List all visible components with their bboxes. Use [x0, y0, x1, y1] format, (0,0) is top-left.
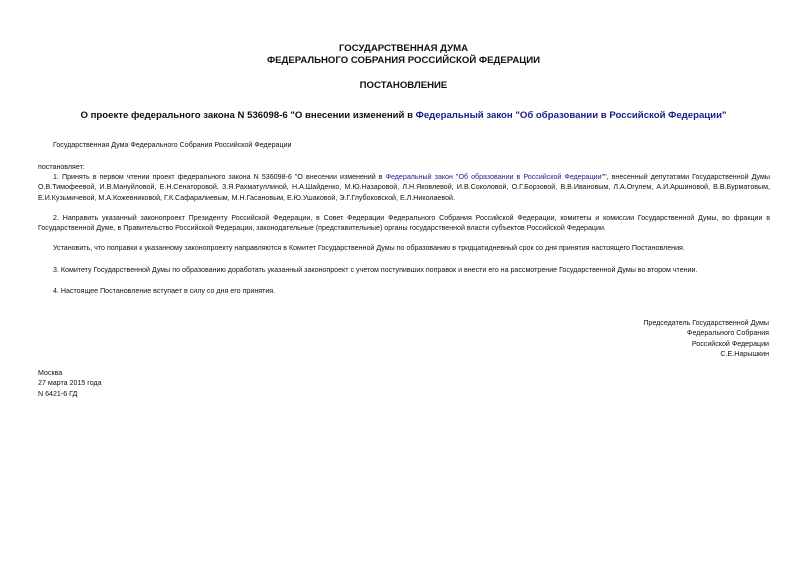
- signature-assembly: Федерального Собрания: [687, 329, 769, 338]
- intro-text: Государственная Дума Федерального Собрания Российской Федерации: [53, 141, 292, 149]
- paragraph-2b: [38, 243, 770, 253]
- paragraph-4-text: 4. Настоящее Постановление вступает в силу со дня его принятия.: [53, 287, 276, 295]
- paragraph-1-suffix: ", внесенный депутатами Государственной Думы О.В.Тимофеевой, И.В.Мануйловой, Е.Н.Сенаторовой, З.Я.Рахматуллиной, Н.А.Шайденко, М.Ю.Назаровой, Л.Н.Яковлевой, И.В.Соколовой, О.Г.Борзовой, В.В.Ивановым, Л.А.Огулем, А.И.Аршиновой, В.В.Бурматовым, Е.И.Кузьмичевой, М.А.Кожевниковой, Г.К.Сафаралиевым, М.Н.Гасановым, Е.Ю.Ушаковой, Э.Г.Глубоковской, Е.Л.Николаевой.: [38, 173, 770, 202]
- paragraph-1-law-link[interactable]: Федеральный закон "Об образовании в Российской Федерации": [385, 173, 605, 181]
- paragraph-1-text: [38, 172, 770, 203]
- header-line-resolution: ПОСТАНОВЛЕНИЕ: [359, 80, 448, 91]
- document-header: [0, 43, 807, 92]
- title-law-link[interactable]: Федеральный закон "Об образовании в Российской Федерации": [415, 110, 727, 121]
- signature-position: Председатель Государственной Думы: [643, 319, 769, 327]
- paragraph-4: [38, 286, 770, 296]
- document-footer: [38, 368, 102, 399]
- title-prefix: О проекте федерального закона N 536098-6 "О внесении изменений в: [80, 110, 416, 121]
- resolves-text: постановляет:: [38, 163, 85, 171]
- paragraph-1-prefix: 1. Принять в первом чтении проект федерального закона N 536098-6 "О внесении изменений в: [53, 173, 386, 181]
- paragraph-1: [38, 172, 770, 203]
- footer-city: Москва: [38, 369, 63, 377]
- footer-date: 27 марта 2015 года: [38, 379, 102, 388]
- signature-name: С.Е.Нарышкин: [720, 350, 769, 359]
- resolves-block: [38, 162, 770, 172]
- header-line-duma: ГОСУДАРСТВЕННАЯ ДУМА: [338, 43, 469, 54]
- header-line-assembly: ФЕДЕРАЛЬНОГО СОБРАНИЯ РОССИЙСКОЙ ФЕДЕРАЦИИ: [266, 55, 541, 66]
- document-title: [0, 110, 807, 122]
- paragraph-3: [38, 265, 770, 275]
- footer-number: N 6421-6 ГД: [38, 389, 78, 398]
- intro-block: [38, 140, 770, 150]
- signature-federation: Российской Федерации: [691, 339, 769, 348]
- paragraph-2: [38, 213, 770, 234]
- paragraph-2-text: 2. Направить указанный законопроект Президенту Российской Федерации, в Совет Федерации Федерального Собрания Российской Федерации, комитеты и комиссии Государственной Думы, во фракции в Государственной Думе, в Правительство Российской Федерации, законодательные (представительные) органы государственной власти субъектов Российской Федерации.: [38, 214, 770, 233]
- paragraph-2b-text: Установить, что поправки к указанному законопроекту направляются в Комитет Государственной Думы по образованию в тридцатидневный срок со дня принятия настоящего Постановления.: [53, 244, 685, 252]
- paragraph-3-text: 3. Комитету Государственной Думы по образованию доработать указанный законопроект с учетом поступивших поправок и внести его на рассмотрение Государственной Думы во втором чтении.: [53, 266, 698, 274]
- signature-block: [643, 318, 769, 360]
